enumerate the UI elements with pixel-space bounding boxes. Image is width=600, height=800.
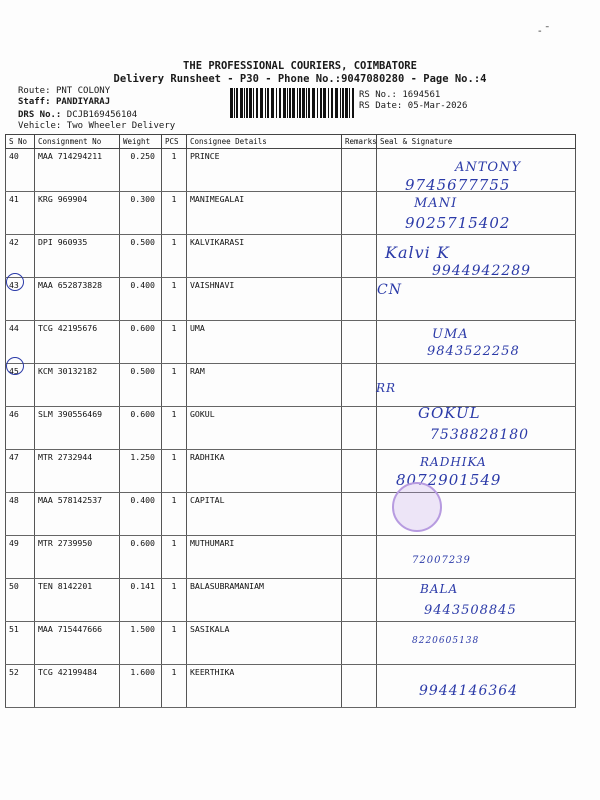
rs-no-line: RS No.: 1694561 [359,90,441,100]
barcode-bar [342,88,344,118]
cell-seal [377,364,576,407]
barcode-bar [289,88,291,118]
cell-weight: 0.400 [120,493,162,536]
cell-weight: 0.250 [120,149,162,192]
hand-sign-42-name: Kalvi K [385,243,450,262]
barcode-bar [287,88,288,118]
hand-sign-52: 9944146364 [419,683,519,699]
cell-pcs: 1 [162,622,187,665]
barcode-bar [236,88,238,118]
vehicle-value: Two Wheeler Delivery [66,121,176,131]
cell-consignee: PRINCE [187,149,342,192]
cell-remarks [342,278,377,321]
cell-consignee: BALASUBRAMANIAM [187,579,342,622]
col-sno: S No [6,135,35,149]
hand-sign-50-phone: 9443508845 [424,603,517,618]
cell-consignee: MANIMEGALAI [187,192,342,235]
cell-sno: 48 [6,493,35,536]
cell-consignment: MAA 652873828 [35,278,120,321]
rs-date-line: RS Date: 05-Mar-2026 [359,101,468,111]
cell-consignment: TEN 8142201 [35,579,120,622]
cell-sno: 49 [6,536,35,579]
col-weight: Weight [120,135,162,149]
cell-pcs: 1 [162,278,187,321]
cell-seal [377,536,576,579]
hand-sign-44-phone: 9843522258 [427,344,520,359]
cell-remarks [342,321,377,364]
row-43-circle-mark [6,273,24,291]
barcode-bar [320,88,322,118]
barcode-bar [317,88,318,118]
barcode-bar [302,88,305,118]
table-row [6,622,576,665]
cell-weight: 0.500 [120,364,162,407]
route-line: Route: PNT COLONY [18,86,111,96]
cell-weight: 0.600 [120,536,162,579]
vehicle-line: Vehicle: Two Wheeler Delivery [18,121,176,131]
table-row [6,278,576,321]
hand-sign-40-phone: 9745677755 [405,176,511,194]
barcode-bar [323,88,326,118]
cell-consignment: DPI 960935 [35,235,120,278]
hand-sign-46-name: GOKUL [418,404,481,422]
cell-weight: 1.250 [120,450,162,493]
cell-weight: 1.500 [120,622,162,665]
cell-consignment: TCG 42195676 [35,321,120,364]
barcode-bar [234,88,235,118]
cell-remarks [342,192,377,235]
cell-consignment: MAA 714294211 [35,149,120,192]
barcode-bar [306,88,307,118]
barcode-bar [279,88,281,118]
barcode-bar [276,88,277,118]
hand-sign-44-name: UMA [432,327,469,342]
runsheet-subtitle: Delivery Runsheet - P30 - Phone No.:9047080280 - Page No.:4 [113,73,487,85]
cell-consignment: MAA 715447666 [35,622,120,665]
barcode-bar [349,88,350,118]
cell-weight: 0.300 [120,192,162,235]
cell-consignment: SLM 390556469 [35,407,120,450]
company-title: THE PROFESSIONAL COURIERS, COIMBATORE [183,60,417,72]
cell-weight: 0.600 [120,321,162,364]
cell-remarks [342,235,377,278]
corner-mark: - ˉ [538,26,550,37]
barcode-bar [292,88,295,118]
barcode-bar [308,88,310,118]
hand-sign-47-name: RADHIKA [420,455,487,469]
cell-sno: 50 [6,579,35,622]
cell-sno: 44 [6,321,35,364]
cell-consignee: KEERTHIKA [187,665,342,708]
cell-remarks [342,407,377,450]
cell-pcs: 1 [162,235,187,278]
barcode-bar [335,88,338,118]
cell-consignment: TCG 42199484 [35,665,120,708]
barcode-bar [260,88,263,118]
barcode-bar [297,88,298,118]
row-45-circle-mark [6,357,24,375]
barcode-bar [271,88,274,118]
hand-sign-40-name: ANTONY [455,160,522,175]
staff-value: PANDIYARAJ [55,97,111,107]
col-consignment: Consignment No [35,135,120,149]
barcode-bar [331,88,333,118]
cell-weight: 0.600 [120,407,162,450]
cell-consignee: VAISHNAVI [187,278,342,321]
cell-sno: 43 [6,278,35,321]
col-remarks: Remarks [342,135,377,149]
table-row [6,536,576,579]
cell-pcs: 1 [162,536,187,579]
cell-pcs: 1 [162,450,187,493]
barcode-bar [312,88,315,118]
hand-sign-47-phone: 8072901549 [396,471,502,489]
hand-sign-46-phone: 7538828180 [430,427,530,443]
cell-consignee: RADHIKA [187,450,342,493]
cell-weight: 1.600 [120,665,162,708]
hand-sign-41-name: MANI [414,196,458,211]
drs-value: DCJB169456104 [66,110,138,120]
barcode-bar [345,88,348,118]
seal-stamp [392,482,442,532]
barcode-bar [267,88,269,118]
cell-pcs: 1 [162,364,187,407]
table-row [6,493,576,536]
cell-consignment: MAA 578142537 [35,493,120,536]
hand-sign-43: CN [377,282,402,298]
barcode-bar [299,88,301,118]
cell-sno: 41 [6,192,35,235]
barcode-bar [340,88,341,118]
cell-sno: 42 [6,235,35,278]
cell-consignment: MTR 2732944 [35,450,120,493]
cell-sno: 52 [6,665,35,708]
cell-consignment: KCM 30132182 [35,364,120,407]
table-header-row [6,135,576,149]
cell-weight: 0.400 [120,278,162,321]
cell-weight: 0.500 [120,235,162,278]
barcode-bar [253,88,254,118]
cell-consignee: UMA [187,321,342,364]
barcode-bar [328,88,329,118]
cell-pcs: 1 [162,579,187,622]
cell-remarks [342,536,377,579]
barcode-bar [265,88,266,118]
cell-remarks [342,364,377,407]
cell-consignee: CAPITAL [187,493,342,536]
cell-consignee: SASIKALA [187,622,342,665]
cell-consignment: MTR 2739950 [35,536,120,579]
hand-sign-42-phone: 9944942289 [432,263,532,279]
cell-weight: 0.141 [120,579,162,622]
hand-sign-49: 72007239 [412,555,471,566]
rs-no-value: 1694561 [402,90,441,100]
rs-date-value: 05-Mar-2026 [407,101,468,111]
barcode-bar [283,88,286,118]
cell-pcs: 1 [162,321,187,364]
barcode-bar [240,88,243,118]
hand-sign-45: RR [376,381,397,395]
hand-sign-50-name: BALA [420,582,459,596]
barcode-bar [230,88,233,118]
cell-pcs: 1 [162,149,187,192]
barcode-bar [352,88,354,118]
cell-pcs: 1 [162,407,187,450]
col-consignee: Consignee Details [187,135,342,149]
cell-sno: 51 [6,622,35,665]
col-seal: Seal & Signature [377,135,576,149]
col-pcs: PCS [162,135,187,149]
barcode-bar [256,88,258,118]
cell-seal [377,278,576,321]
cell-sno: 46 [6,407,35,450]
barcode-bar [249,88,252,118]
staff-line: Staff: PANDIYARAJ [18,97,111,107]
table-row [6,364,576,407]
route-value: PNT COLONY [55,86,111,96]
cell-consignee: MUTHUMARI [187,536,342,579]
cell-remarks [342,622,377,665]
cell-pcs: 1 [162,192,187,235]
cell-remarks [342,579,377,622]
barcode-bar [246,88,248,118]
cell-pcs: 1 [162,665,187,708]
cell-remarks [342,665,377,708]
cell-consignee: GOKUL [187,407,342,450]
cell-sno: 45 [6,364,35,407]
cell-sno: 47 [6,450,35,493]
drs-line: DRS No.: DCJB169456104 [18,110,138,120]
cell-remarks [342,493,377,536]
cell-consignee: RAM [187,364,342,407]
hand-sign-41-phone: 9025715402 [405,214,511,232]
hand-sign-51: 8220605138 [412,636,480,646]
cell-remarks [342,149,377,192]
barcode-bar [244,88,245,118]
drs-barcode [230,88,356,118]
cell-remarks [342,450,377,493]
cell-pcs: 1 [162,493,187,536]
cell-sno: 40 [6,149,35,192]
cell-consignee: KALVIKARASI [187,235,342,278]
cell-consignment: KRG 969904 [35,192,120,235]
